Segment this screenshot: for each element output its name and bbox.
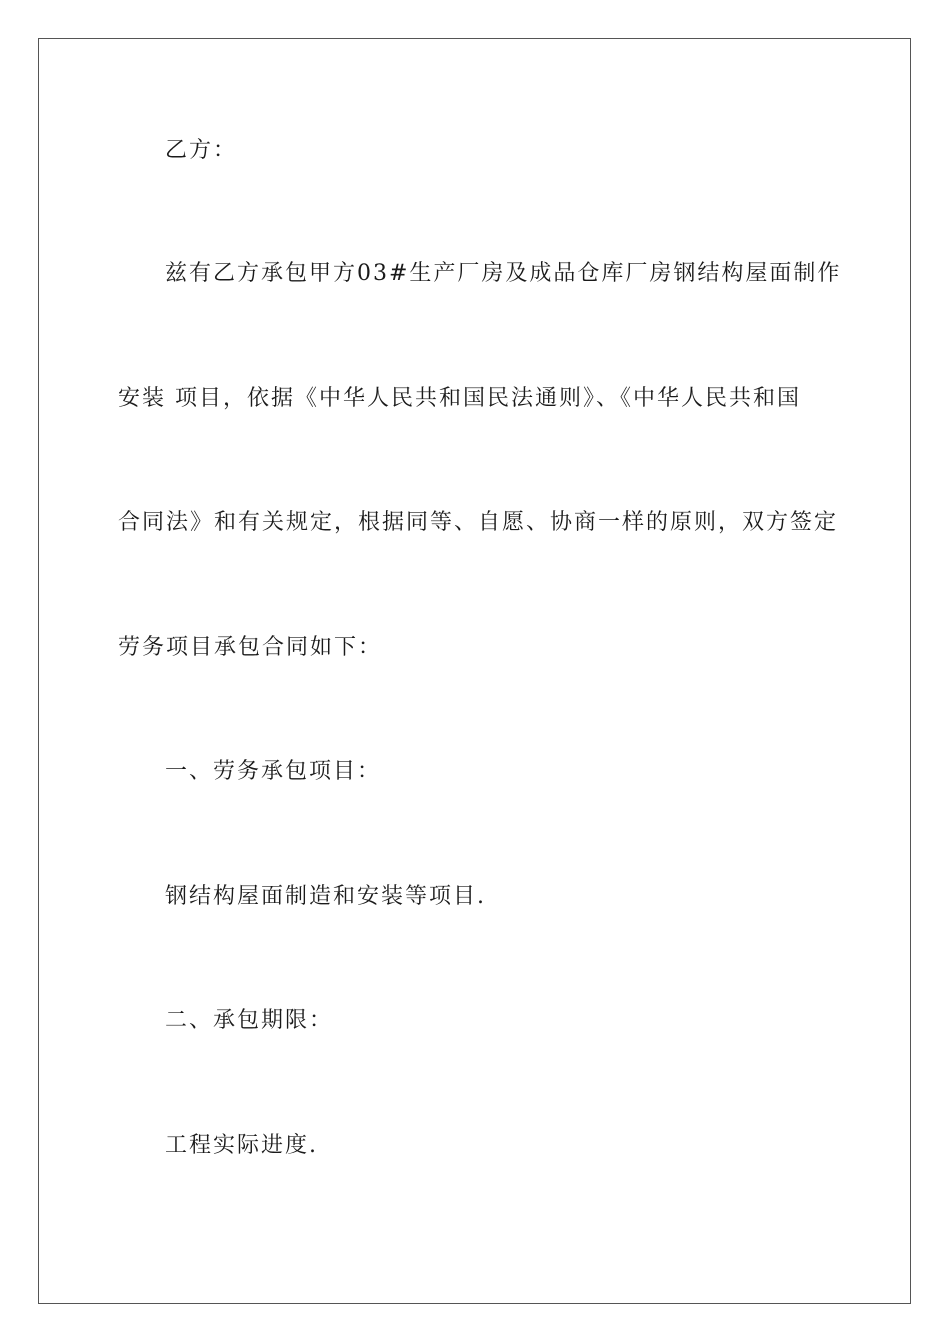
section-heading: 一、劳务承包项目： xyxy=(165,759,382,784)
paragraph-line: 工程实际进度. xyxy=(165,1133,318,1158)
page-border xyxy=(38,38,911,1304)
paragraph-line: 安装 项目，依据《中华人民共和国民法通则》、《中华人民共和国 xyxy=(118,386,801,411)
paragraph-line: 钢结构屋面制造和安装等项目. xyxy=(165,884,486,909)
section-heading: 二、承包期限： xyxy=(165,1008,334,1033)
paragraph-line: 兹有乙方承包甲方03#生产厂房及成品仓库厂房钢结构屋面制作 xyxy=(165,261,842,286)
party-b-label: 乙方： xyxy=(165,138,238,163)
paragraph-line: 劳务项目承包合同如下： xyxy=(118,635,383,660)
paragraph-line: 合同法》和有关规定，根据同等、自愿、协商一样的原则，双方签定 xyxy=(118,510,839,535)
